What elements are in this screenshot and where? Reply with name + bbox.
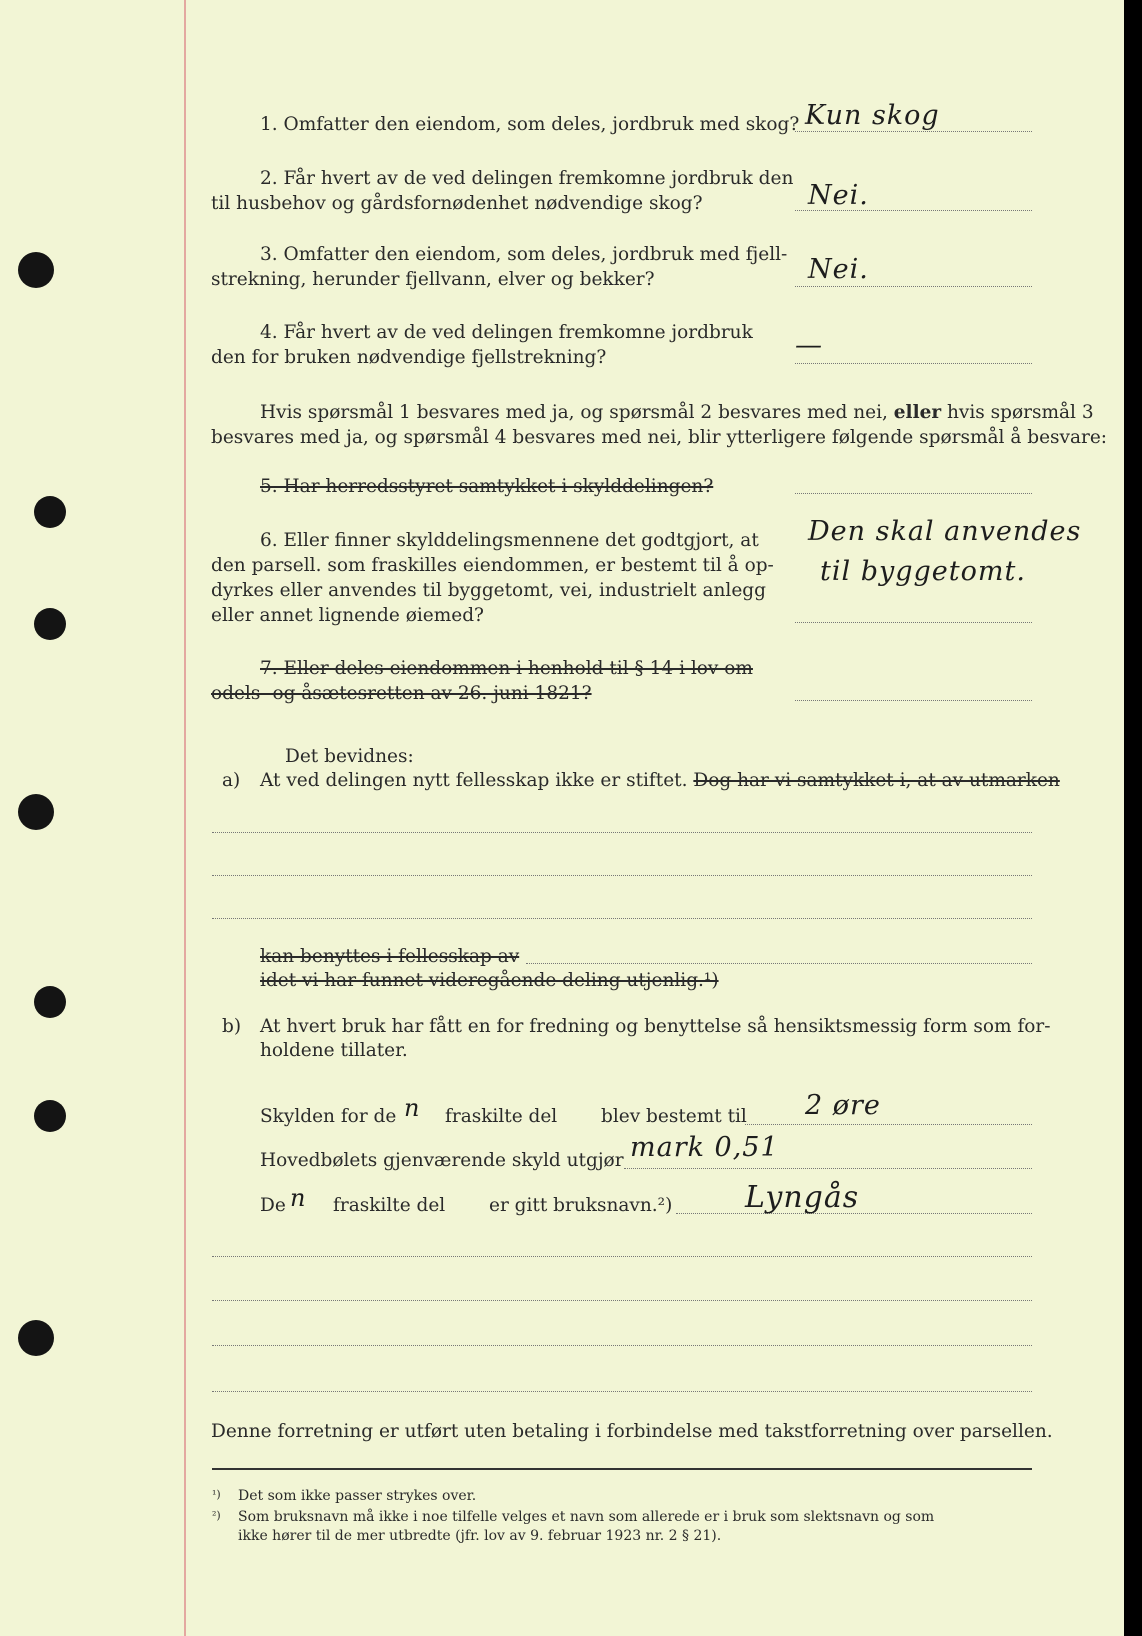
skyld-line2-value: mark 0,51 [630,1132,779,1163]
binder-hole [34,608,66,640]
question-2-line1: 2. Får hvert av de ved delingen fremkomne jordbruk den [260,168,794,189]
binder-hole [18,794,54,830]
skyld-line3-hw: n [290,1184,307,1212]
condition-line2: besvares med ja, og spørsmål 4 besvares med nei, blir ytterligere følgende spørsmål å besvare: [211,427,1108,448]
question-4-line1: 4. Får hvert av de ved delingen fremkomne jordbruk [260,322,753,343]
binder-hole [18,1320,54,1356]
answer-line [795,700,1032,701]
blank-line [212,875,1032,876]
answer-line [795,131,1032,132]
condition-text-b: hvis spørsmål 3 [947,402,1094,423]
margin-rule [184,0,186,1636]
question-7-line2-struck: odels- og åsætesretten av 26. juni 1821? [211,683,592,704]
skyld-line1-a: Skylden for de [260,1106,397,1127]
footnote-2-line2: ikke hører til de mer utbredte (jfr. lov av 9. februar 1923 nr. 2 § 21). [238,1528,722,1544]
binder-hole [34,986,66,1018]
question-5-struck: 5. Har herredsstyret samtykket i skylddelingen? [260,476,714,497]
question-6-line4: eller annet lignende øiemed? [211,605,484,626]
answer-line [745,1124,1032,1125]
answer-3-handwritten: Nei. [808,254,869,285]
closing-statement: Denne forretning er utført uten betaling i forbindelse med takstforretning over parsellen. [211,1421,1053,1442]
testimony-struck-line2: idet vi har funnet videregående deling utjenlig.¹) [260,970,719,991]
condition-bold: eller [893,402,942,423]
answer-line [795,622,1032,623]
blank-line [212,1300,1032,1301]
condition-line1 [260,400,1094,426]
question-3-line1: 3. Omfatter den eiendom, som deles, jordbruk med fjell- [260,244,788,265]
footnote-2-line1: Som bruksnavn må ikke i noe tilfelle velges et navn som allerede er i bruk som slektsnavn og som [238,1509,935,1525]
binder-hole [18,252,54,288]
skyld-line3-value: Lyngås [745,1180,860,1215]
blank-line [526,963,1032,964]
answer-line [795,363,1032,364]
blank-line [212,832,1032,833]
skyld-line3-a: De [260,1195,286,1216]
binder-hole [34,496,66,528]
skyld-line2: Hovedbølets gjenværende skyld utgjør [260,1150,624,1171]
answer-2-handwritten: Nei. [808,180,869,211]
question-6-line2: den parsell. som fraskilles eiendommen, er bestemt til å op- [211,555,774,576]
skyld-line1-hw: n [404,1094,421,1122]
blank-line [212,1256,1032,1257]
blank-line [212,1391,1032,1392]
testimony-heading: Det bevidnes: [285,746,414,767]
skyld-line3-c: er gitt bruksnavn.²) [489,1195,673,1216]
testimony-a-line [260,768,1060,794]
question-4-line2: den for bruken nødvendige fjellstrekning? [211,347,607,368]
question-7-line1-struck: 7. Eller deles eiendommen i henhold til § 14 i lov om [260,658,753,679]
question-6-line1: 6. Eller finner skylddelingsmennene det godtgjort, at [260,530,759,551]
answer-line [795,493,1032,494]
skyld-line3-b: fraskilte del [333,1195,446,1216]
testimony-b-line2: holdene tillater. [260,1040,408,1061]
testimony-b-line1: At hvert bruk har fått en for fredning og benyttelse så hensiktsmessig form som for- [260,1016,1051,1037]
skyld-line1-c: blev bestemt til [601,1106,747,1127]
testimony-a-label: a) [222,770,241,791]
binder-hole [34,1100,66,1132]
answer-4-handwritten: — [795,330,823,361]
testimony-b-label: b) [222,1016,242,1037]
testimony-a-text: At ved delingen nytt fellesskap ikke er stiftet. [260,770,688,791]
skyld-line1-value: 2 øre [805,1090,881,1121]
question-1: 1. Omfatter den eiendom, som deles, jordbruk med skog? [260,114,800,135]
answer-line [624,1168,1032,1169]
answer-line [795,286,1032,287]
footnote-1: Det som ikke passer strykes over. [238,1488,477,1504]
testimony-struck-line1: kan benyttes i fellesskap av [260,946,520,967]
condition-text-a: Hvis spørsmål 1 besvares med ja, og spørsmål 2 besvares med nei, [260,402,888,423]
footnote-2-mark: ²) [212,1509,221,1522]
answer-6-handwritten-line1: Den skal anvendes [808,516,1082,547]
testimony-a-struck: Dog har vi samtykket i, at av utmarken [693,770,1060,791]
skyld-line1-b: fraskilte del [445,1106,558,1127]
blank-line [212,1345,1032,1346]
blank-line [212,918,1032,919]
question-2-line2: til husbehov og gårdsfornødenhet nødvendige skog? [211,193,703,214]
question-6-line3: dyrkes eller anvendes til byggetomt, vei, industrielt anlegg [211,580,766,601]
question-3-line2: strekning, herunder fjellvann, elver og bekker? [211,269,655,290]
footnote-rule [212,1468,1032,1470]
footnote-1-mark: ¹) [212,1488,221,1501]
answer-6-handwritten-line2: til byggetomt. [820,556,1026,587]
answer-1-handwritten: Kun skog [805,100,940,131]
